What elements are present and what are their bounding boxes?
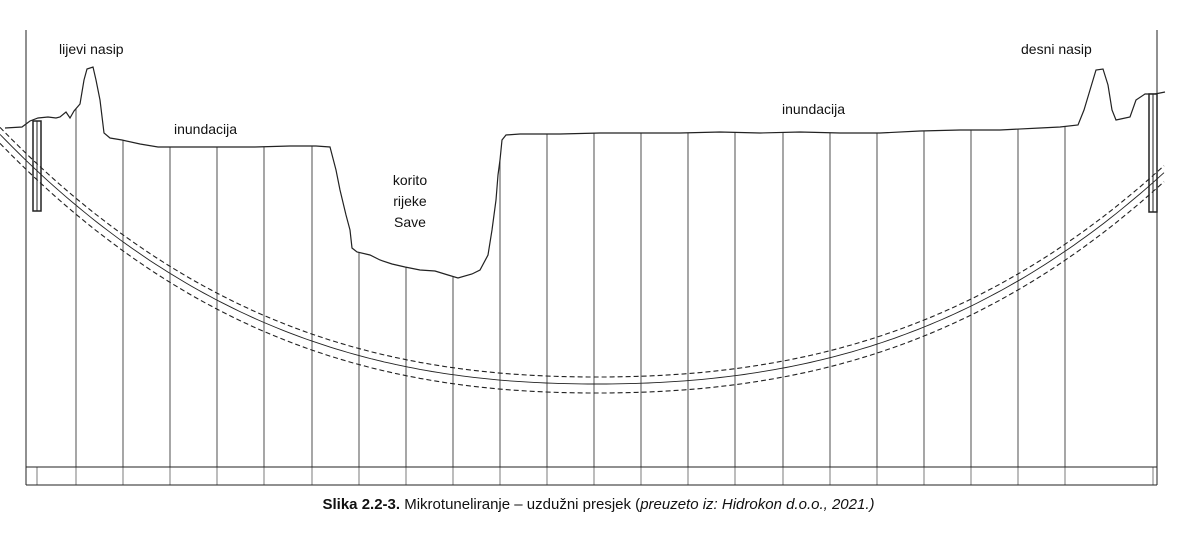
tunnel-axis-line [0, 134, 1164, 384]
terrain-profile [5, 67, 1165, 278]
tunnel-wall-line [0, 143, 1164, 393]
river-label-line-3: Save [394, 214, 426, 230]
station-grid-lines [76, 109, 1065, 467]
figure-caption [0, 496, 1197, 513]
left-floodplain-label: inundacija [174, 121, 238, 137]
caption-text: Mikrotuneliranje – uzdužni presjek ( [400, 496, 641, 513]
caption-source: preuzeto iz: Hidrokon d.o.o., 2021.) [640, 496, 875, 513]
caption-number: Slika 2.2-3. [322, 496, 401, 513]
river-label-line-2: rijeke [393, 193, 427, 209]
microtunnel-pipe [0, 127, 1164, 393]
tunnel-wall-line [0, 127, 1164, 377]
river-channel-label [370, 170, 450, 233]
right-levee-label: desni nasip [1021, 41, 1092, 57]
river-label-line-1: korito [392, 172, 428, 188]
left-levee-label: lijevi nasip [59, 41, 124, 57]
station-ruler-ticks [37, 467, 1153, 485]
right-floodplain-label: inundacija [782, 101, 846, 117]
